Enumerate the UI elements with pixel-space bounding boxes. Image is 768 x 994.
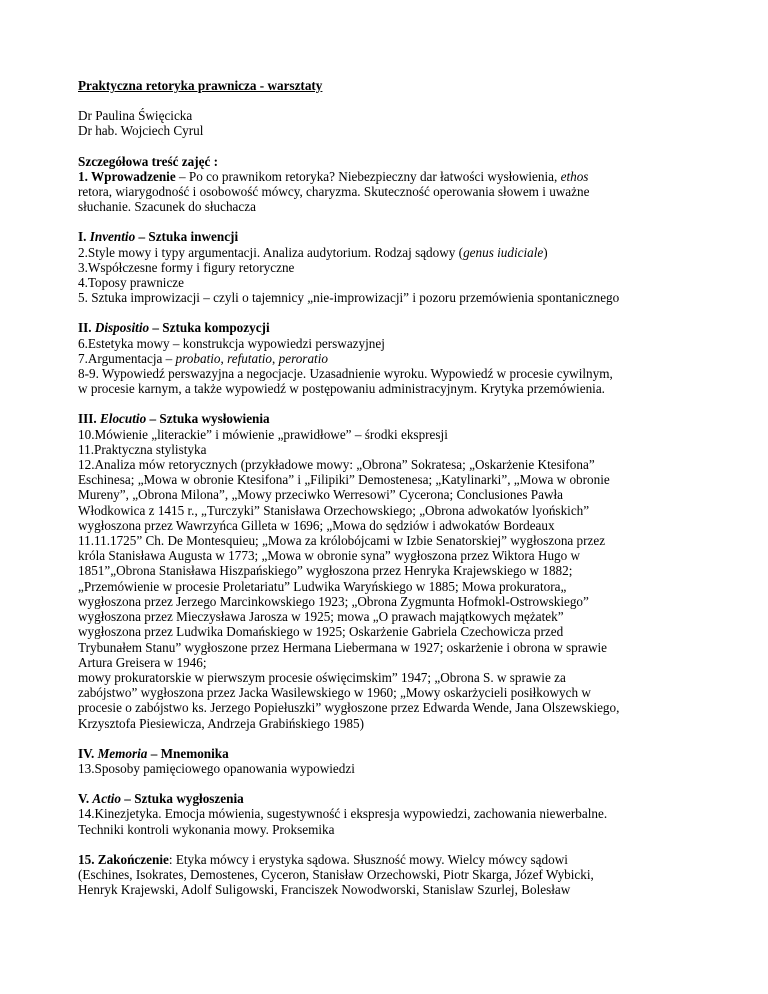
memoria-line-1: 13.Sposoby pamięciowego opanowania wypowiedzi [78, 760, 355, 776]
text-part: ) [543, 244, 548, 260]
section-elocutio [78, 411, 718, 730]
section-number: III. [78, 411, 100, 427]
section-subtitle: – Sztuka inwencji [135, 229, 239, 245]
section-heading-dispositio [78, 320, 718, 335]
dispositio-line-4: w procesie karnym, a także wypowiedź w postępowaniu administracyjnym. Krytyka przemówienia. [78, 381, 605, 397]
section-term: Memoria [97, 745, 148, 761]
details-heading: Szczegółowa treść zajęć : [78, 153, 218, 169]
latin-term: probatio [175, 350, 221, 366]
latin-term: refutatio [227, 350, 273, 366]
elocutio-line: Włodkowica z 1415 r., „Turczyki” Stanisława Orzechowskiego; „Obrona adwokatów lyońskich” [78, 502, 590, 518]
section-number: IV. [78, 745, 98, 761]
section-subtitle: – Sztuka wygłoszenia [121, 791, 244, 807]
title-block [78, 78, 718, 93]
actio-line-1: 14.Kinezjetyka. Emocja mówienia, sugestywność i ekspresja wypowiedzi, zachowania niewerbalne. [78, 806, 608, 822]
elocutio-line: 1851”„Obrona Stanisława Hiszpańskiego” wygłoszona przez Henryka Krajewskiego w 1882; [78, 563, 573, 579]
authors-block [78, 108, 718, 138]
section-subtitle: – Sztuka kompozycji [149, 320, 270, 336]
intro-ethos: ethos [560, 168, 589, 184]
section-actio [78, 791, 718, 837]
elocutio-line: 11.Praktyczna stylistyka [78, 441, 207, 457]
section-heading-elocutio [78, 411, 718, 426]
section-term: Inventio [89, 229, 136, 245]
elocutio-line: Mureny”, „Obrona Milona”, „Mowy przeciwko Werresowi” Cycerona; Conclusiones Pawła [78, 487, 564, 503]
elocutio-line: Krzysztofa Piesiewicza, Andrzeja Grabińskiego 1985) [78, 715, 364, 731]
elocutio-line: 11.11.1725” Ch. De Montesquieu; „Mowa za królobójcami w Izbie Senatorskiej” wygłoszona przez [78, 533, 606, 549]
conclusion-line-2: (Eschines, Isokrates, Demostenes, Cyceron, Stanisław Orzechowski, Piotr Skarga, Józef Wybicki, [78, 866, 594, 882]
elocutio-line: Artura Greisera w 1946; [78, 654, 207, 670]
intro-line-1 [78, 169, 718, 184]
elocutio-line: wygłoszona przez Jerzego Marcinkowskiego 1923; „Obrona Zygmunta Hofmokl-Ostrowskiego” [78, 593, 589, 609]
inventio-line-3: 4.Toposy prawnicze [78, 275, 185, 291]
document-title: Praktyczna retoryka prawnicza - warsztaty [78, 78, 323, 93]
intro-line-2: retora, wiarygodność i osobowość mówcy, charyzma. Skuteczność operowania słowem i uważne [78, 184, 590, 200]
section-term: Dispositio [94, 320, 150, 336]
inventio-line-4: 5. Sztuka improwizacji – czyli o tajemnicy „nie-improwizacji” i pozoru przemówienia spontanicznego [78, 290, 620, 306]
text-part: 7.Argumentacja – [78, 350, 176, 366]
dispositio-line-1: 6.Estetyka mowy – konstrukcja wypowiedzi perswazyjnej [78, 335, 385, 351]
latin-term: genus iudiciale [463, 244, 544, 260]
elocutio-line: procesie o zabójstwo ks. Jerzego Popiełuszki” wygłoszone przez Edwarda Wende, Jana Olszewskiego, [78, 700, 620, 716]
elocutio-line: wygłoszona przez Ludwika Domańskiego w 1925; Oskarżenie Gabriela Czechowicza przed [78, 624, 564, 640]
intro-block [78, 154, 718, 215]
section-number: V. [78, 791, 93, 807]
section-term: Actio [92, 791, 121, 807]
elocutio-line: wygłoszona przez Mieczysława Jarosza w 1925; mowa „O prawach majątkowych mężatek” [78, 609, 564, 625]
section-heading-actio [78, 791, 718, 806]
inventio-line-1 [78, 245, 718, 260]
elocutio-line: mowy prokuratorskie w pierwszym procesie oświęcimskim” 1947; „Obrona S. w sprawie za [78, 669, 566, 685]
inventio-line-2: 3.Współczesne formy i figury retoryczne [78, 259, 295, 275]
author-1: Dr Paulina Święcicka [78, 108, 193, 124]
section-heading-memoria [78, 746, 718, 761]
elocutio-line: Eschinesa; „Mowa w obronie Ktesifona” i „Filipiki” Demostenesa; „Katylinarki”, „Mowa w obronie [78, 472, 610, 488]
section-inventio [78, 229, 718, 305]
dispositio-line-2 [78, 351, 718, 366]
elocutio-line: „Przemówienie w procesie Proletariatu” Ludwika Waryńskiego w 1885; Mowa prokuratora„ [78, 578, 567, 594]
section-subtitle: – Sztuka wysłowienia [146, 411, 270, 427]
intro-label: 1. Wprowadzenie [78, 168, 176, 184]
elocutio-line: 12.Analiza mów retorycznych (przykładowe mowy: „Obrona” Sokratesa; „Oskarżenie Ktesifona” [78, 457, 595, 473]
actio-line-2: Techniki kontroli wykonania mowy. Proksemika [78, 821, 335, 837]
separator: , [220, 350, 228, 366]
section-heading-inventio [78, 229, 718, 244]
dispositio-line-3: 8-9. Wypowiedź perswazyjna a negocjacje. Uzasadnienie wyroku. Wypowiedź w procesie cywilnym, [78, 366, 613, 382]
section-dispositio [78, 320, 718, 396]
conclusion-line-1 [78, 852, 718, 867]
elocutio-line: Trybunałem Stanu” wygłoszone przez Hermana Liebermana w 1927; oskarżenie i obrona w sprawie [78, 639, 608, 655]
section-term: Elocutio [100, 411, 147, 427]
latin-term: peroratio [278, 350, 328, 366]
conclusion-label: 15. Zakończenie [78, 851, 169, 867]
section-number: II. [78, 320, 95, 336]
conclusion-line-3: Henryk Krajewski, Adolf Suligowski, Franciszek Nowodworski, Stanislaw Szurlej, Bolesław [78, 882, 571, 898]
intro-line-3: słuchanie. Szacunek do słuchacza [78, 199, 256, 215]
elocutio-line: króla Stanisława Augusta w 1773; „Mowa w obronie syna” wygłoszona przez Wiktora Hugo w [78, 548, 581, 564]
elocutio-line: 10.Mówienie „literackie” i mówienie „prawidłowe” – środki ekspresji [78, 426, 448, 442]
conclusion-block [78, 852, 718, 898]
text-part: 2.Style mowy i typy argumentacji. Analiza audytorium. Rodzaj sądowy ( [78, 244, 464, 260]
section-number: I. [78, 229, 90, 245]
author-2: Dr hab. Wojciech Cyrul [78, 123, 204, 139]
conclusion-text: : Etyka mówcy i erystyka sądowa. Słuszność mowy. Wielcy mówcy sądowi [168, 851, 568, 867]
separator: , [272, 350, 279, 366]
elocutio-line: wygłoszona przez Wawrzyńca Gilleta w 1696; „Mowa do sędziów i adwokatów Bordeaux [78, 517, 555, 533]
section-subtitle: – Mnemonika [147, 745, 229, 761]
elocutio-line: zabójstwo” wygłoszona przez Jacka Wasilewskiego w 1960; „Mowy oskarżycieli posiłkowych w [78, 685, 591, 701]
document-page [78, 78, 718, 897]
intro-text: – Po co prawnikom retoryka? Niebezpieczny dar łatwości wysłowienia, [175, 168, 561, 184]
section-memoria [78, 746, 718, 776]
